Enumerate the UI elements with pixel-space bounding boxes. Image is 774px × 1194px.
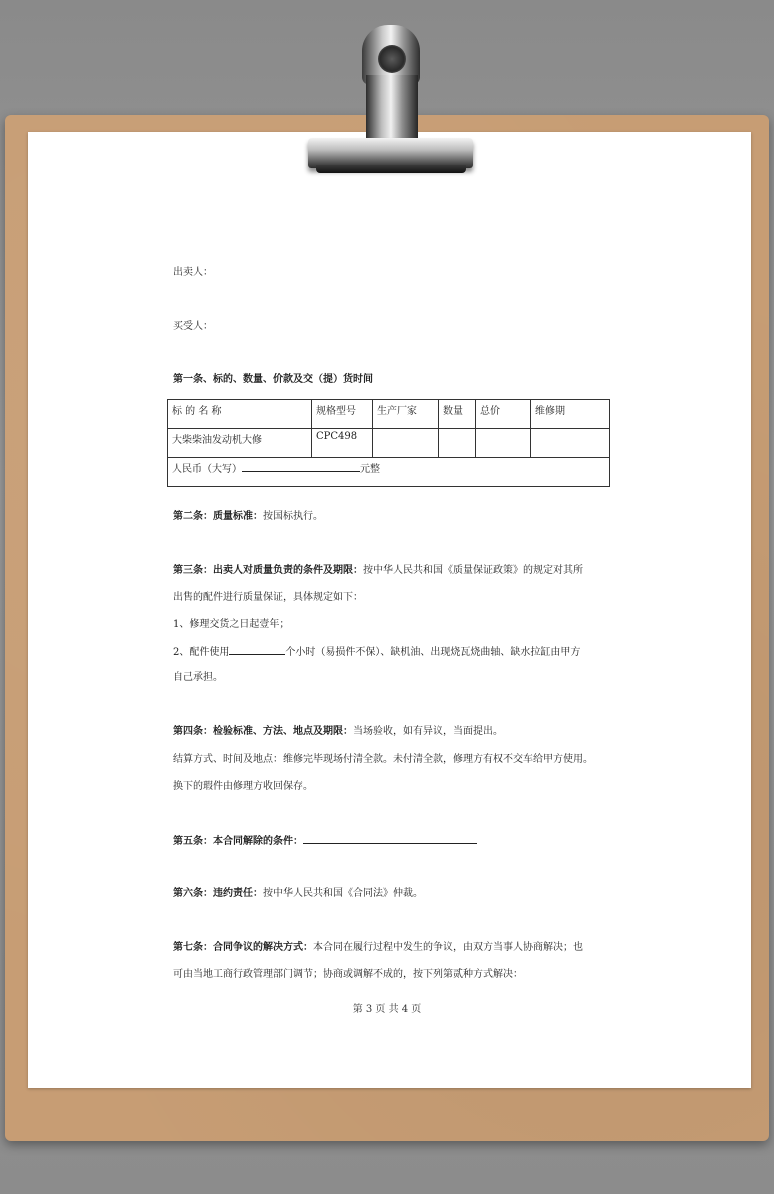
table-cell (439, 429, 476, 458)
table-rmb-row (168, 458, 610, 487)
article3-text2: 出售的配件进行质量保证，具体规定如下： (173, 592, 363, 603)
article7-text1: 本合同在履行过程中发生的争议，由双方当事人协商解决；也 (313, 942, 583, 953)
hours-blank (229, 644, 285, 655)
buyer-label: 买受人： (173, 321, 213, 332)
binder-clip-icon (292, 25, 482, 185)
article2 (173, 510, 323, 524)
article5 (173, 833, 477, 849)
table-row (168, 429, 610, 458)
spec-table (167, 399, 610, 487)
table-cell: 大柴柴油发动机大修 (168, 429, 312, 458)
table-header-cell: 生产厂家 (373, 400, 439, 429)
table-cell: CPC498 (312, 429, 373, 458)
article3-text1: 按中华人民共和国《质量保证政策》的规定对其所 (363, 565, 583, 576)
rmb-cell (168, 458, 610, 487)
article3 (173, 564, 583, 578)
table-header-cell: 规格型号 (312, 400, 373, 429)
article7-head: 第七条：合同争议的解决方式： (173, 942, 313, 953)
table-header-row (168, 400, 610, 429)
seller-label: 出卖人： (173, 267, 213, 278)
table-header-cell: 数量 (439, 400, 476, 429)
rmb-label: 人民币（大写） (172, 464, 242, 475)
article5-head: 第五条：本合同解除的条件： (173, 836, 303, 847)
article7-text2: 可由当地工商行政管理部门调节；协商或调解不成的，按下列第贰种方式解决： (173, 969, 523, 980)
article2-head: 第二条：质量标准： (173, 511, 263, 522)
table-header-cell: 标 的 名 称 (168, 400, 312, 429)
article3-item2 (173, 644, 580, 660)
article4 (173, 725, 503, 739)
item2-post: 个小时（易损件不保）、缺机油、出现烧瓦烧曲轴、缺水拉缸由甲方 (285, 647, 581, 658)
article6 (173, 887, 423, 901)
article3-head: 第三条：出卖人对质量负责的条件及期限： (173, 565, 363, 576)
rmb-suffix: 元整 (360, 464, 380, 475)
article3-item1: 1、修理交货之日起壹年； (173, 619, 290, 630)
article7 (173, 941, 583, 955)
item2-pre: 2、配件使用 (173, 647, 230, 658)
article4-text: 当场验收，如有异议，当面提出。 (353, 726, 503, 737)
article3-item2-cont: 自己承担。 (173, 672, 223, 683)
article6-head: 第六条：违约责任： (173, 888, 263, 899)
article4-parts: 换下的瑕件由修理方收回保存。 (173, 781, 313, 792)
page-number: 第 3 页 共 4 页 (352, 1004, 422, 1015)
table-header-cell: 维修期 (531, 400, 610, 429)
article5-blank (303, 833, 477, 844)
rmb-blank (242, 461, 360, 472)
table-cell (531, 429, 610, 458)
article4-pay: 结算方式、时间及地点：维修完毕现场付清全款。未付清全款，修理方有权不交车给甲方使用。 (173, 754, 593, 765)
table-cell (373, 429, 439, 458)
article6-text: 按中华人民共和国《合同法》仲裁。 (263, 888, 423, 899)
article2-text: 按国标执行。 (263, 511, 323, 522)
article1-heading: 第一条、标的、数量、价款及交（提）货时间 (173, 374, 373, 385)
article4-head: 第四条：检验标准、方法、地点及期限： (173, 726, 353, 737)
table-cell (476, 429, 531, 458)
table-header-cell: 总价 (476, 400, 531, 429)
